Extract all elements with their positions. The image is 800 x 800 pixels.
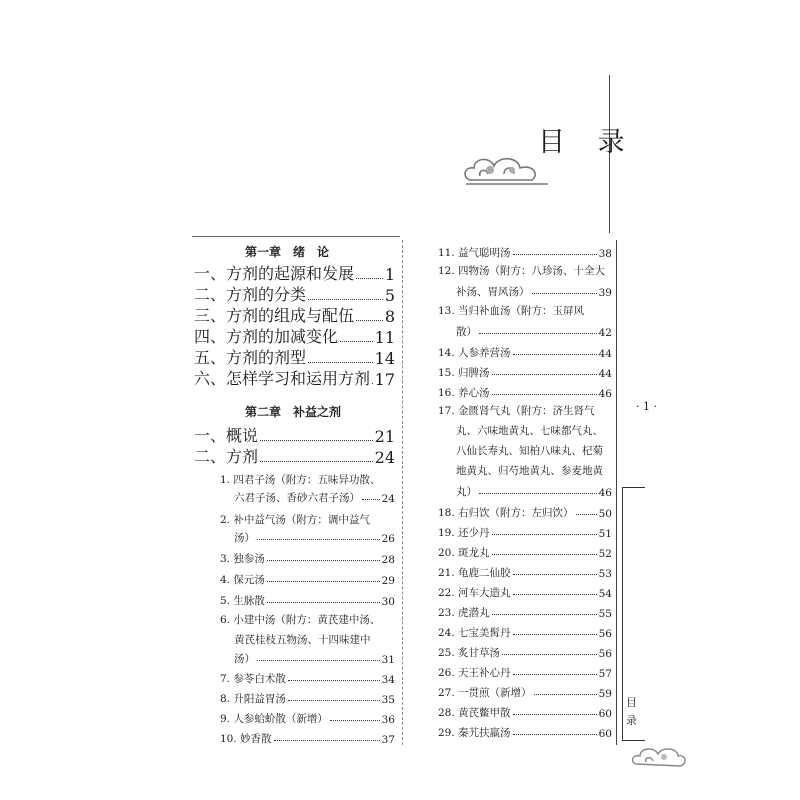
toc-item-page: 53 [598,568,612,580]
chapter-1-heading: 第一章 绪 论 [245,245,330,259]
leader-dots [513,633,597,635]
toc-item-page: 46 [598,388,612,400]
column-divider [402,240,403,745]
toc-item-page: 42 [598,327,612,339]
toc-item[interactable] [438,722,612,740]
toc-item-page: 21 [374,427,395,446]
leader-dots [267,580,380,582]
toc-entry-line: 黄芪桂枝五物汤、十四味建中 [234,634,371,646]
right-rule [616,240,617,745]
toc-item-label: 18. 右归饮（附方：左归饮） [438,507,574,519]
toc-item[interactable] [438,502,612,520]
leader-dots [260,439,373,441]
toc-item-label: 24. 七宝美髯丹 [438,627,511,639]
toc-item-page: 59 [598,688,612,700]
toc-item-label: 二、方剂的分类 [194,285,307,304]
leader-dots [267,559,380,561]
toc-item-page: 51 [598,528,612,540]
leader-dots [308,361,373,363]
leader-dots [372,382,373,384]
toc-item[interactable] [438,342,612,360]
toc-item-label: 二、方剂 [194,447,259,466]
toc-item[interactable] [220,590,395,608]
toc-item-label: 5. 生脉散 [220,595,265,607]
leader-dots [492,393,597,395]
leader-dots [513,673,597,675]
toc-item-label: 22. 河车大造丸 [438,587,511,599]
toc-item-page: 34 [381,674,395,686]
toc-item-label: 15. 归脾汤 [438,367,490,379]
toc-item-label: 23. 虎潜丸 [438,607,490,619]
leader-dots [513,353,597,355]
toc-item-label: 散） [456,326,477,338]
col1-top-rule [192,236,400,237]
leader-dots [479,492,597,494]
toc-item[interactable] [234,648,395,666]
toc-entry-line: 丸、六味地黄丸、七味都气丸、 [456,425,603,437]
leader-dots [288,679,380,681]
leader-dots [534,693,597,695]
leader-dots [274,739,380,741]
toc-item-label: 9. 人参蛤蚧散（新增） [220,713,328,725]
toc-item[interactable] [438,542,612,560]
toc-item-page: 46 [598,487,612,499]
toc-item[interactable] [456,281,612,299]
page-number: · 1 · [636,400,657,413]
toc-item[interactable] [438,622,612,640]
toc-item-page: 26 [381,533,395,545]
side-tab-label: 目录 [626,696,637,727]
toc-item-label: 汤） [234,653,255,665]
leader-dots [340,340,373,342]
toc-item[interactable] [220,688,395,706]
leader-dots [513,733,597,735]
toc-item-label: 29. 秦艽扶羸汤 [438,727,511,739]
leader-dots [356,319,383,321]
toc-item-label: 21. 龟鹿二仙胶 [438,567,511,579]
toc-entry-line: 地黄丸、归芍地黄丸、参麦地黄 [456,465,603,477]
toc-item[interactable] [438,642,612,660]
toc-entry-line: 1. 四君子汤（附方：五味异功散、 [220,474,381,486]
toc-item-page: 38 [598,248,612,260]
toc-item-page: 1 [384,265,395,284]
cloud-ornament-icon [460,150,555,190]
cloud-ornament-icon [628,742,690,772]
toc-entry-line: 八仙长寿丸、知柏八味丸、杞菊 [456,445,603,457]
toc-item-page: 24 [381,493,395,505]
toc-item-label: 7. 参苓白术散 [220,673,286,685]
toc-item-page: 36 [381,714,395,726]
toc-item[interactable] [438,562,612,580]
toc-entry-line: 6. 小建中汤（附方：黄芪建中汤、 [220,614,381,626]
leader-dots [513,253,597,255]
leader-dots [288,699,380,701]
toc-entry-line: 2. 补中益气汤（附方：调中益气 [220,514,370,526]
toc-item-label: 四、方剂的加减变化 [194,327,339,346]
leader-dots [308,298,383,300]
toc-item-page: 56 [598,628,612,640]
leader-dots [479,332,597,334]
toc-item-page: 14 [374,349,395,368]
toc-item-page: 56 [598,648,612,660]
leader-dots [362,498,380,500]
toc-item-page: 11 [374,328,395,347]
toc-item-page: 52 [598,548,612,560]
leader-dots [267,601,380,603]
page-title: 目 录 [538,127,637,158]
toc-item[interactable] [220,569,395,587]
toc-item-label: 8. 升阳益胃汤 [220,693,286,705]
leader-dots [257,659,380,661]
toc-item-page: 24 [374,448,395,467]
toc-item-label: 25. 炙甘草汤 [438,647,501,659]
toc-item-label: 4. 保元汤 [220,574,265,586]
toc-item[interactable] [220,708,395,726]
toc-item-label: 27. 一贯煎（新增） [438,687,532,699]
toc-item[interactable] [194,371,395,389]
toc-item[interactable] [438,522,612,540]
toc-item-page: 39 [598,287,612,299]
toc-item-page: 17 [374,370,395,389]
toc-item-page: 54 [598,588,612,600]
toc-item-label: 10. 妙香散 [220,733,272,745]
chapter-2-heading: 第二章 补益之剂 [245,405,342,419]
toc-item-label: 20. 斑龙丸 [438,547,490,559]
toc-item-label: 汤） [234,532,255,544]
toc-item-page: 60 [598,708,612,720]
toc-item-label: 丸） [456,486,477,498]
leader-dots [513,713,597,715]
leader-dots [532,292,597,294]
toc-item-label: 19. 还少丹 [438,527,490,539]
toc-item[interactable] [438,702,612,720]
toc-item-page: 35 [381,694,395,706]
toc-item-page: 5 [384,286,395,305]
toc-item[interactable] [438,602,612,620]
toc-item[interactable] [438,382,612,400]
leader-dots [260,460,373,462]
leader-dots [356,277,383,279]
toc-item-label: 11. 益气聪明汤 [438,247,511,259]
toc-item-page: 57 [598,668,612,680]
toc-item[interactable] [438,362,612,380]
toc-item[interactable] [234,487,395,505]
leader-dots [513,593,597,595]
toc-item[interactable] [456,481,612,499]
toc-item-page: 44 [598,368,612,380]
toc-item-label: 六君子汤、香砂六君子汤） [234,492,360,504]
toc-item-page: 29 [381,575,395,587]
toc-item-page: 31 [381,654,395,666]
toc-item-page: 55 [598,608,612,620]
toc-item-label: 28. 黄芪鳖甲散 [438,707,511,719]
leader-dots [492,613,597,615]
toc-item-label: 16. 养心汤 [438,387,490,399]
toc-item-label: 14. 人参养营汤 [438,347,511,359]
toc-item-page: 8 [384,307,395,326]
toc-item-label: 六、怎样学习和运用方剂 [194,369,371,388]
leader-dots [576,513,597,515]
toc-item-page: 50 [598,508,612,520]
toc-item-label: 一、概说 [194,426,259,445]
toc-item[interactable] [234,527,395,545]
toc-item-label: 补汤、胃风汤） [456,286,530,298]
leader-dots [502,653,597,655]
toc-item[interactable] [438,682,612,700]
toc-item-label: 3. 独参汤 [220,553,265,565]
toc-item[interactable] [438,662,612,680]
leader-dots [492,553,597,555]
toc-item-page: 30 [381,596,395,608]
toc-item[interactable] [438,242,612,260]
toc-entry-line: 13. 当归补血汤（附方：玉屏风 [438,305,585,317]
toc-item-page: 28 [381,554,395,566]
toc-item[interactable] [220,728,395,746]
toc-item-label: 五、方剂的剂型 [194,348,307,367]
leader-dots [513,573,597,575]
toc-item-label: 一、方剂的起源和发展 [194,264,355,283]
toc-item[interactable] [220,668,395,686]
toc-entry-line: 17. 金匮肾气丸（附方：济生肾气 [438,405,595,417]
toc-item[interactable] [438,582,612,600]
leader-dots [492,373,597,375]
toc-item[interactable] [456,321,612,339]
leader-dots [257,538,380,540]
toc-item-page: 37 [381,734,395,746]
toc-entry-line: 12. 四物汤（附方：八珍汤、十全大 [438,265,606,277]
toc-item-page: 60 [598,728,612,740]
toc-item-label: 26. 天王补心丹 [438,667,511,679]
toc-item[interactable] [194,449,395,467]
leader-dots [492,533,597,535]
leader-dots [330,719,380,721]
toc-item-page: 44 [598,348,612,360]
toc-item-label: 三、方剂的组成与配伍 [194,306,355,325]
toc-item[interactable] [220,548,395,566]
